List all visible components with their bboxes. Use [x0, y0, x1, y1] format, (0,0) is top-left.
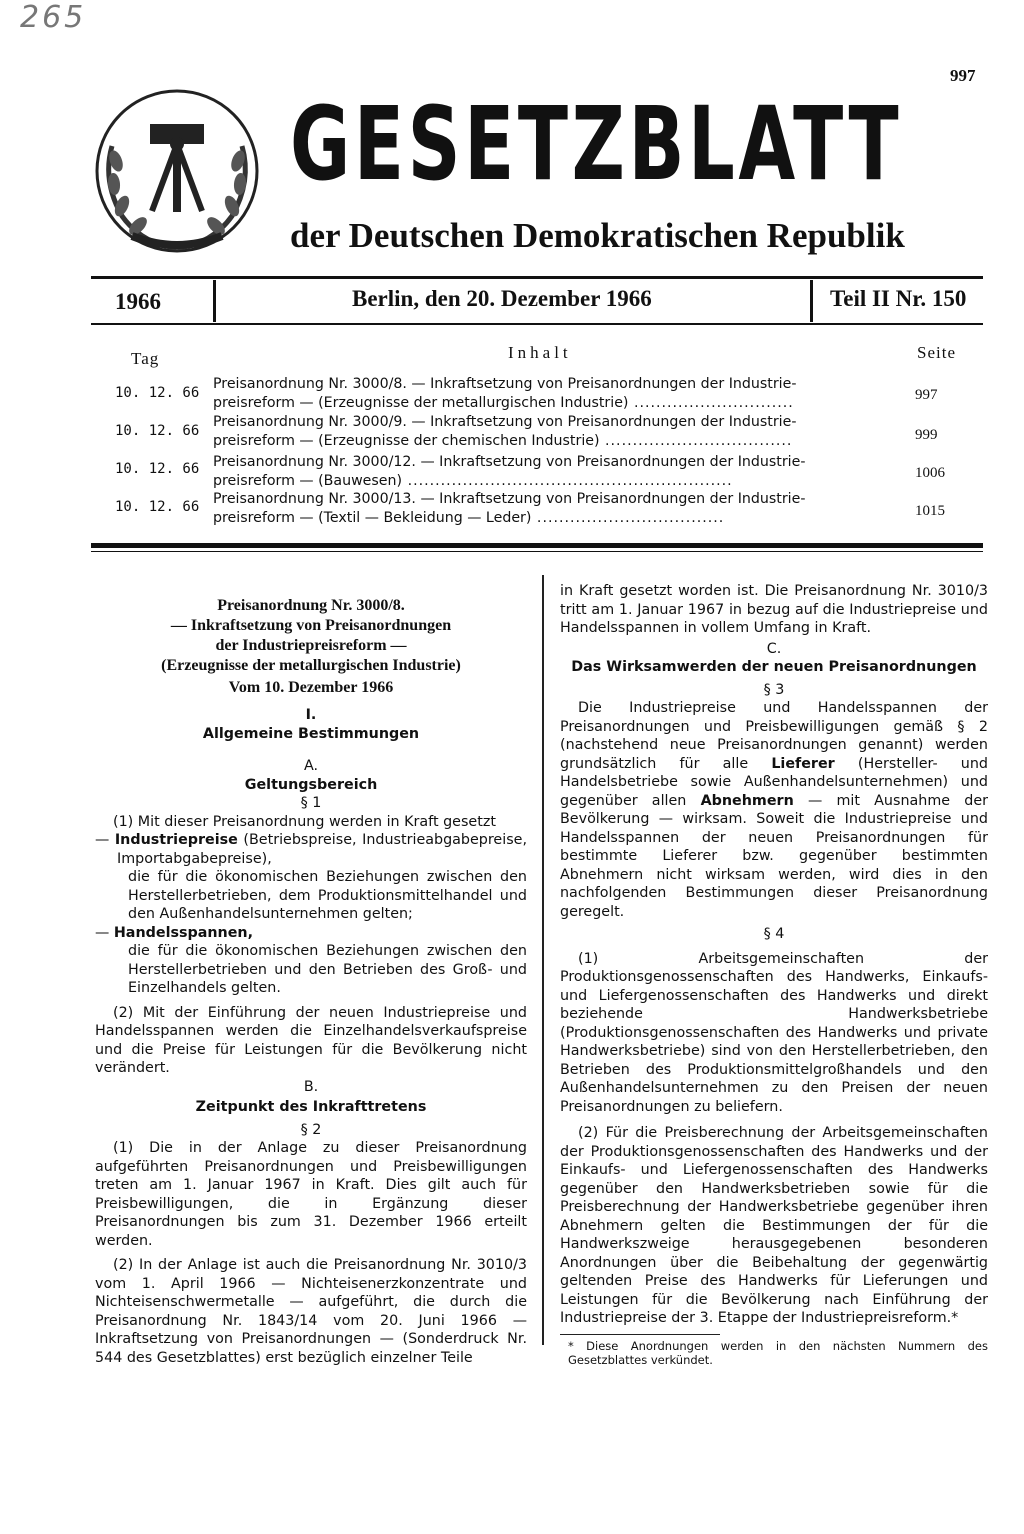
decree-title-line: — Inkraftsetzung von Preisanordnungen	[170, 617, 452, 634]
contents-entry	[213, 490, 893, 528]
decree-title-line: der Industriepreisreform —	[215, 637, 407, 654]
list-item-detail: die für die ökonomischen Beziehungen zwischen den Herstellerbetrieben und den Betrieben des Groß- und Einzelhandels gelten.	[128, 943, 527, 996]
contents-entry-date: 10. 12. 66	[115, 423, 200, 439]
contents-entry	[213, 453, 893, 491]
right-column	[560, 582, 988, 1367]
decree-date: Vom 10. Dezember 1966	[228, 679, 394, 696]
part-number: I.	[305, 707, 317, 723]
masthead-title: GESETZBLATT	[290, 85, 903, 204]
contents-entry-page: 1015	[915, 503, 945, 519]
decree-title-line: (Erzeugnisse der metallurgischen Industrie)	[161, 657, 461, 674]
contents-entry-line2: preisreform — (Textil — Bekleidung — Leder) ..................................	[213, 510, 725, 526]
header-divider-left	[213, 280, 216, 322]
term-bold: Industriepreise	[114, 832, 238, 848]
paragraph-text: Die Industriepreise und Handelsspannen der Preisanordnungen und Preisbewilligungen gemäß § 2 (nachstehend neue Preisanordnungen genannt) werden grundsätzlich für alle Lieferer (Hersteller- und Handelsbetriebe sowie Außenhandelsunternehmen) und gegenüber allen Abnehmern — mit Ausnahme der Bevölkerung — wirksam. Soweit die Industriepreise und Handelsspannen der neuen Preisanordnungen für bestimmte Lieferer bzw. gegenüber bestimmten Abnehmern nicht wirksam werden, wird dies in den nachfolgenden Bestimmungen dieser Preisanordnung geregelt.	[560, 700, 988, 920]
paragraph-number: § 2	[300, 1121, 322, 1138]
paragraph-text: (1) Die in der Anlage zu dieser Preisanordnung aufgeführten Preisanordnungen und Preisbewilligungen treten am 1. Januar 1967 in Kraft. Dies gilt auch für Preisbewilligungen, die in Ergänzung dieser Preisanordnungen bis zum 31. Dezember 1966 erteilt werden.	[95, 1140, 527, 1249]
header-bottom-rule	[91, 323, 983, 325]
contents-col-page: Seite	[917, 343, 956, 362]
contents-entry-date: 10. 12. 66	[115, 385, 200, 401]
contents-entry-line1: Preisanordnung Nr. 3000/9. — Inkraftsetzung von Preisanordnungen der Industrie-	[213, 414, 797, 430]
contents-entry-line2: preisreform — (Erzeugnisse der metallurgischen Industrie) .............................	[213, 395, 794, 411]
list-item	[95, 924, 527, 943]
masthead-subtitle: der Deutschen Demokratischen Republik	[290, 216, 905, 255]
contents-entry-page: 1006	[915, 465, 945, 481]
section-heading: Geltungsbereich	[244, 776, 378, 793]
paragraph-text: (1) Mit dieser Preisanordnung werden in Kraft gesetzt	[113, 813, 496, 830]
paragraph-text: (1) Arbeitsgemeinschaften der Produktionsgenossenschaften des Handwerks, Einkaufs- und Liefergenossenschaften des Handwerks und direkt beziehende Handwerksbetriebe (Produktionsgenossenschaften des Handwerks und private Handwerksbetriebe) sind von den Herstellerbetrieben, den Betrieben des Produktionsmittelgroßhandels und den Außenhandelsunternehmen zu den Preisen der neuen Preisanordnungen zu beliefern.	[560, 950, 988, 1115]
term-text: (Betriebspreise, Industrieabgabepreise, Importabgabepreise),	[117, 832, 527, 867]
contents-entry-date: 10. 12. 66	[115, 461, 200, 477]
state-emblem-icon	[92, 86, 262, 256]
footnote: * Diese Anordnungen werden in den nächsten Nummern des Gesetzblattes verkündet.	[568, 1338, 988, 1367]
contents-entry-page: 999	[915, 427, 938, 443]
contents-entry	[213, 413, 893, 451]
list-dash: —	[95, 924, 110, 941]
contents-entry-page: 997	[915, 387, 938, 403]
contents-entry-line2: preisreform — (Erzeugnisse der chemischen Industrie) ..................................	[213, 433, 793, 449]
header-top-rule	[91, 276, 983, 279]
contents-entry	[213, 375, 893, 413]
contents-bottom-rule	[91, 543, 983, 548]
paragraph-number: § 3	[763, 681, 785, 698]
handwritten-note: 265	[20, 0, 87, 35]
section-letter: B.	[303, 1078, 319, 1095]
contents-entry-line2: preisreform — (Bauwesen) ...........................................................	[213, 473, 733, 489]
list-item	[95, 831, 527, 868]
paragraph-text: (2) Für die Preisberechnung der Arbeitsgemeinschaften der Produktionsgenossenschaften des Handwerks und der Einkaufs- und Liefergenossenschaften des Handwerks gegenüber den Handwerksbetrieben sowie für die Preisberechnung der Handwerksbetriebe gegenüber ihren Abnehmern gelten die Bestimmungen der für die Handwerkszweige herausgegebenen besonderen Anordnungen über die Beibehaltung der gegenwärtig geltenden Preise des Handwerks für Lieferungen und Leistungen für die Bevölkerung nach Einführung der Industriepreise der 3. Etappe der Industriepreisreform.*	[560, 1125, 988, 1326]
contents-bottom-rule-thin	[91, 551, 983, 552]
footnote-rule	[560, 1334, 720, 1335]
list-item-detail: die für die ökonomischen Beziehungen zwischen den Herstellerbetrieben, dem Produktionsmittelhandel und den Außenhandelsunternehmen gelten;	[128, 869, 527, 922]
decree-title-line: Preisanordnung Nr. 3000/8.	[217, 597, 405, 614]
section-heading: Das Wirksamwerden der neuen Preisanordnungen	[571, 659, 977, 675]
header-place-date: Berlin, den 20. Dezember 1966	[352, 286, 652, 311]
list-dash: —	[95, 832, 110, 848]
contents-entry-date: 10. 12. 66	[115, 499, 200, 515]
contents-entry-line1: Preisanordnung Nr. 3000/13. — Inkraftsetzung von Preisanordnungen der Industrie-	[213, 491, 806, 507]
contents-col-date: Tag	[131, 349, 160, 368]
term-bold: Abnehmern	[700, 792, 794, 809]
header-year: 1966	[115, 289, 161, 314]
left-column	[95, 596, 527, 1367]
page-number: 997	[950, 66, 976, 85]
part-heading: Allgemeine Bestimmungen	[202, 725, 420, 742]
contents-entry-line1: Preisanordnung Nr. 3000/8. — Inkraftsetzung von Preisanordnungen der Industrie-	[213, 376, 797, 392]
section-heading: Zeitpunkt des Inkrafttretens	[195, 1099, 427, 1115]
header-issue: Teil II Nr. 150	[830, 286, 967, 311]
section-letter: C.	[766, 640, 782, 657]
column-divider	[542, 575, 544, 1345]
paragraph-number: § 1	[300, 795, 322, 811]
term-bold: Lieferer	[771, 755, 835, 772]
header-divider-right	[810, 280, 813, 322]
paragraph-text: (2) Mit der Einführung der neuen Industriepreise und Handelsspannen werden die Einzelhandelsverkaufspreise und die Preise für Leistungen für die Bevölkerung nicht verändert.	[95, 1004, 527, 1076]
term-bold: Handelsspannen,	[113, 924, 254, 941]
contents-col-title: Inhalt	[508, 343, 572, 362]
paragraph-number: § 4	[763, 926, 785, 942]
decree-title	[95, 596, 527, 698]
paragraph-text: (2) In der Anlage ist auch die Preisanordnung Nr. 3010/3 vom 1. April 1966 — Nichteisenerzkonzentrate und Nichteisenschwermetalle — aufgeführt, die durch die Preisanordnung Nr. 1843/14 vom 20. Juni 1966 — Inkraftsetzung von Preisanordnungen — (Sonderdruck Nr. 544 des Gesetzblattes) erst bezüglich einzelner Teile	[95, 1257, 527, 1366]
contents-entry-line1: Preisanordnung Nr. 3000/12. — Inkraftsetzung von Preisanordnungen der Industrie-	[213, 454, 806, 470]
paragraph-text: in Kraft gesetzt worden ist. Die Preisanordnung Nr. 3010/3 tritt am 1. Januar 1967 in bezug auf die Industriepreise und Handelsspannen in vollem Umfang in Kraft.	[560, 583, 988, 636]
section-letter: A.	[303, 758, 319, 774]
